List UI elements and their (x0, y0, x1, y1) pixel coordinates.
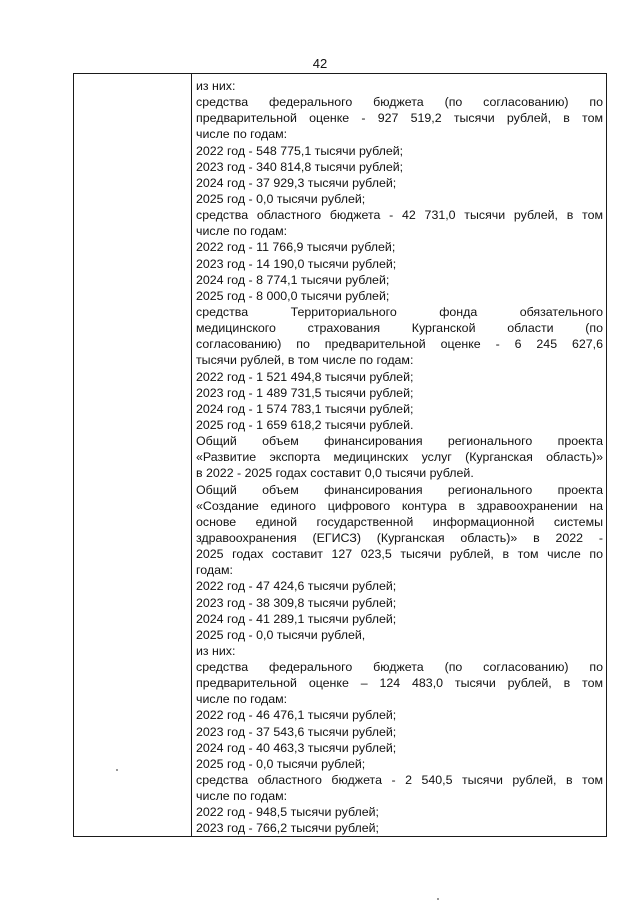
text-line: средства областного бюджета - 2 540,5 тысячи рублей, в том (196, 773, 603, 788)
text-line: 2023 год - 38 309,8 тысячи рублей; (196, 595, 397, 610)
text-line: 2022 год - 948,5 тысячи рублей; (196, 805, 379, 820)
text-line: 2022 год - 46 476,1 тысячи рублей; (196, 708, 397, 723)
text-line: 2025 год - 0,0 тысячи рублей; (196, 191, 366, 206)
text-line: числе по годам: (196, 692, 288, 707)
text-line: «Создание единого цифрового контура в здравоохранении на (196, 498, 603, 513)
text-line: 2024 год - 40 463,3 тысячи рублей; (196, 740, 397, 755)
text-line: 2025 год - 1 659 618,2 тысячи рублей. (196, 417, 414, 432)
text-line: Общий объем финансирования регионального проекта (196, 434, 603, 449)
table-left-cell (74, 74, 192, 836)
text-line: из них: (196, 79, 236, 93)
text-line: 2025 год - 8 000,0 тысячи рублей; (196, 288, 390, 303)
text-line: средства федерального бюджета (по согласованию) по (196, 660, 603, 675)
text-line: медицинского страхования Курганской области (по (196, 321, 603, 336)
text-line: 2022 год - 47 424,6 тысячи рублей; (196, 579, 397, 594)
text-line: предварительной оценке – 124 483,0 тысячи рублей, в том (196, 676, 603, 691)
text-line: 2024 год - 41 289,1 тысячи рублей; (196, 611, 397, 626)
text-line: Общий объем финансирования регионального проекта (196, 482, 603, 497)
text-line: 2024 год - 37 929,3 тысячи рублей; (196, 175, 397, 190)
text-line: средства федерального бюджета (по согласованию) по (196, 95, 603, 110)
text-line: средства Территориального фонда обязательного (196, 304, 603, 319)
text-line: числе по годам: (196, 224, 288, 239)
table-right-cell (192, 74, 606, 837)
text-line: из них: (196, 643, 236, 658)
text-line: тысячи рублей, в том числе по годам: (196, 353, 414, 368)
scan-speck (116, 769, 118, 771)
text-line: годам: (196, 563, 233, 578)
text-line: 2023 год - 766,2 тысячи рублей; (196, 821, 379, 836)
text-line: 2022 год - 1 521 494,8 тысячи рублей; (196, 369, 414, 384)
text-line: 2025 год - 0,0 тысячи рублей; (196, 756, 366, 771)
text-line: 2024 год - 8 774,1 тысячи рублей; (196, 272, 390, 287)
document-table (73, 73, 607, 837)
text-line: 2022 год - 548 775,1 тысячи рублей; (196, 143, 404, 158)
text-line: здравоохранения (ЕГИСЗ) (Курганская область)» в 2022 - (196, 530, 603, 545)
text-line: 2023 год - 340 814,8 тысячи рублей; (196, 159, 404, 174)
text-line: 2024 год - 1 574 783,1 тысячи рублей; (196, 401, 414, 416)
text-line: 2025 годах составит 127 023,5 тысячи рублей, в том числе по (196, 547, 603, 562)
text-line: согласованию) по предварительной оценке - 6 245 627,6 (196, 337, 603, 352)
text-line: предварительной оценке - 927 519,2 тысячи рублей, в том (196, 111, 603, 126)
text-line: средства областного бюджета - 42 731,0 тысячи рублей, в том (196, 208, 603, 223)
text-line: 2023 год - 1 489 731,5 тысячи рублей; (196, 385, 414, 400)
page-number: 42 (312, 56, 328, 71)
text-line: числе по годам: (196, 127, 288, 142)
text-line: 2023 год - 37 543,6 тысячи рублей; (196, 724, 397, 739)
text-line: 2025 год - 0,0 тысячи рублей, (196, 627, 366, 642)
text-line: 2022 год - 11 766,9 тысячи рублей; (196, 240, 396, 255)
text-line: в 2022 - 2025 годах составит 0,0 тысячи рублей. (196, 466, 474, 481)
text-line: 2023 год - 14 190,0 тысячи рублей; (196, 256, 397, 271)
text-line: числе по годам: (196, 789, 288, 804)
scan-speck (437, 898, 439, 900)
text-line: «Развитие экспорта медицинских услуг (Курганская область)» (196, 450, 603, 465)
text-line: основе единой государственной информационной системы (196, 514, 603, 529)
